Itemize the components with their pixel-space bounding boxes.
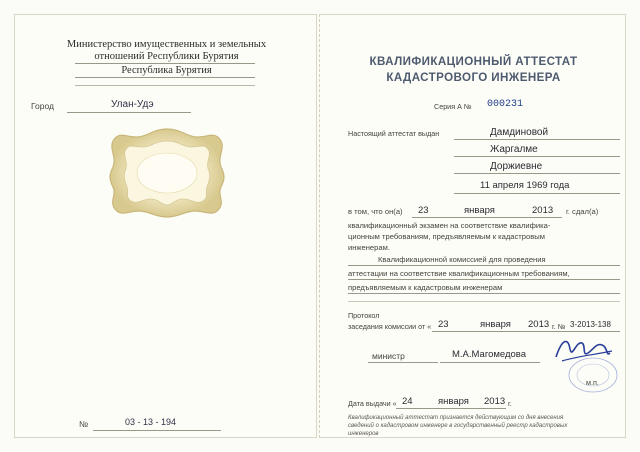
protocol-label-2: заседания комиссии от « [348, 322, 432, 331]
protocol-day: 23 [438, 319, 449, 330]
issued-label: Настоящий аттестат выдан [348, 129, 440, 138]
protocol-year: 2013 [528, 319, 550, 330]
series-label: Серия А № [434, 102, 472, 111]
patronymic: Доржиевне [490, 161, 543, 172]
protocol-number: 3-2013-138 [570, 320, 611, 329]
protocol-month: января [480, 319, 511, 330]
issue-label: Дата выдачи « [348, 399, 397, 408]
phrase-post: г. сдал(а) [566, 207, 599, 216]
series-number: 000231 [487, 99, 524, 110]
protocol-label-1: Протокол [348, 311, 380, 320]
republic-name: Республика Бурятия [121, 65, 212, 76]
ministry-line-1: Министерство имущественных и земельных [66, 39, 267, 50]
commission-line-1: Квалификационной комиссией для проведения [378, 255, 546, 264]
certificate-number: 03 - 13 - 194 [125, 417, 177, 427]
phrase-pre: в том, что он(а) [348, 207, 403, 216]
guilloche-ornament [109, 127, 225, 219]
commission-line-2: аттестации на соответствие квалификационным требованиям, [348, 269, 570, 278]
right-panel [319, 14, 626, 438]
exam-text-line-1: квалификационный экзамен на соответствие квалифика- [348, 221, 551, 230]
footer-line-1: Квалификационный аттестат признается действующим со дня внесения [348, 415, 564, 421]
footer-line-3: инженеров [348, 431, 379, 437]
commission-line-3: предъявляемым к кадастровым инженерам [348, 283, 503, 292]
stamp-label: м.п. [586, 378, 599, 387]
left-panel [14, 14, 317, 438]
city-label: Город [31, 101, 54, 111]
exam-text-line-3: инженерам. [348, 243, 390, 252]
footer-line-2: сведений о кадастровом инженере в государственный реестр кадастровых [348, 423, 568, 429]
title-line-1: КВАЛИФИКАЦИОННЫЙ АТТЕСТАТ [369, 55, 578, 68]
exam-month: января [464, 205, 495, 216]
issue-day: 24 [402, 396, 413, 407]
city-value: Улан-Удэ [111, 99, 154, 110]
surname: Дамдиновой [490, 127, 549, 138]
issue-suffix: г. [508, 399, 512, 408]
given-name: Жаргалме [490, 144, 538, 155]
official-role: министр [372, 351, 405, 361]
issue-year: 2013 [484, 396, 506, 407]
number-label: № [79, 419, 89, 429]
exam-day: 23 [418, 205, 429, 216]
exam-text-line-2: ционным требованиям, предъявляемым к кадастровым [348, 232, 545, 241]
exam-year: 2013 [532, 205, 554, 216]
title-line-2: КАДАСТРОВОГО ИНЖЕНЕРА [386, 71, 561, 84]
seal-stamp [566, 355, 620, 395]
protocol-number-label: г. № [552, 322, 566, 331]
issue-month: января [438, 396, 469, 407]
official-name: М.А.Магомедова [452, 349, 527, 360]
ministry-line-2: отношений Республики Бурятия [94, 51, 239, 62]
birth-date: 11 апреля 1969 года [480, 180, 570, 191]
